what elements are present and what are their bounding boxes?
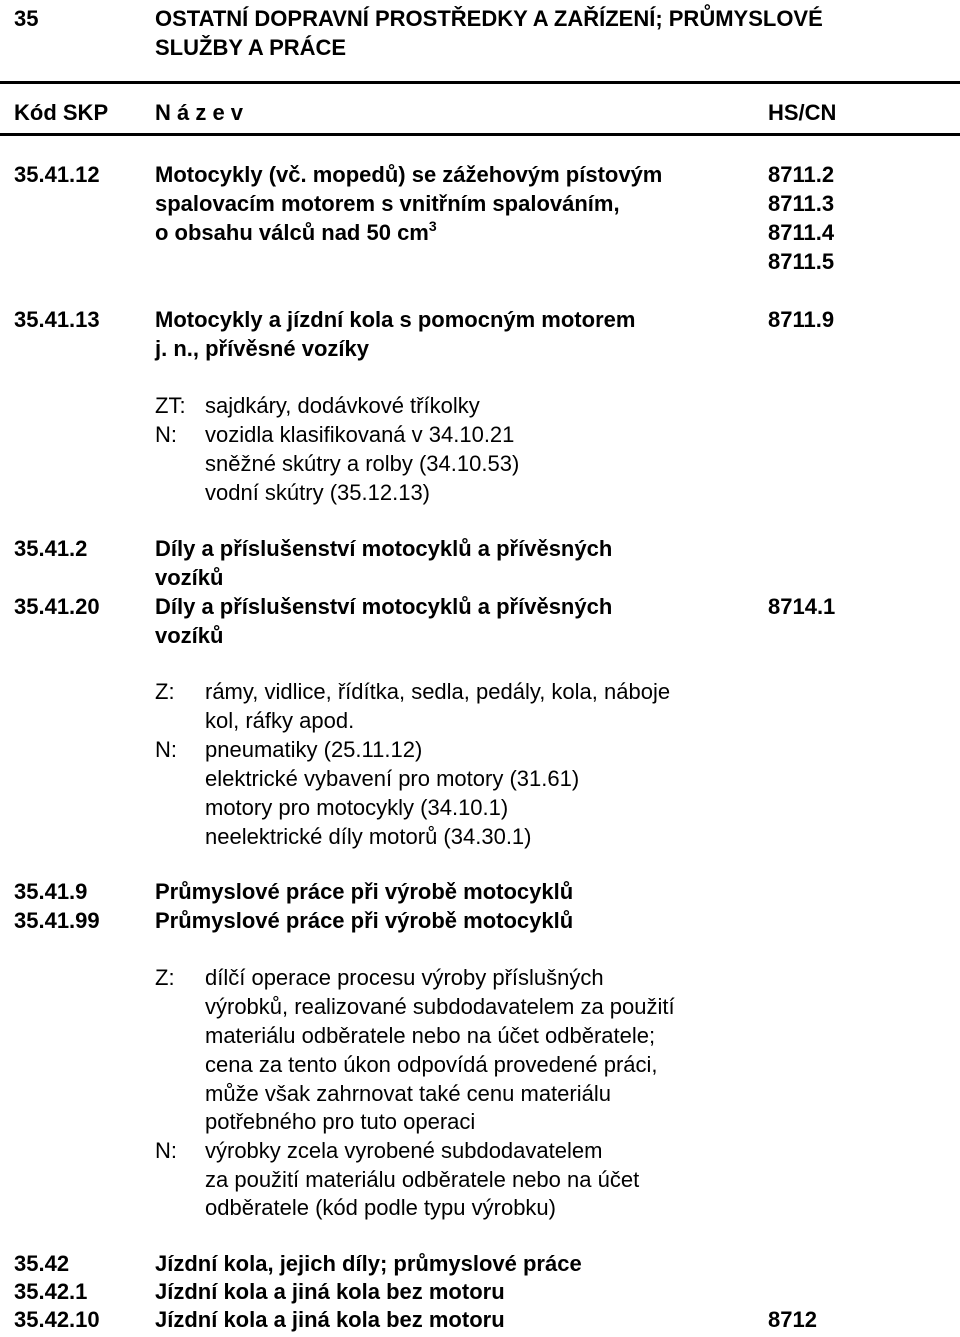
note-tag: ZT: xyxy=(155,393,186,418)
header-bottom-rule xyxy=(0,133,960,136)
note-tag: Z: xyxy=(155,679,175,704)
entry-name-line-with-superscript xyxy=(155,218,437,247)
entry-hs-codes xyxy=(768,160,834,276)
hs-code: 8711.2 xyxy=(768,162,835,187)
chapter-code: 35 xyxy=(14,6,39,31)
entry-name-line: Průmyslové práce při výrobě motocyklů xyxy=(155,908,574,933)
hs-code: 8711.3 xyxy=(768,191,835,216)
entry-name-line: j. n., přívěsné vozíky xyxy=(155,336,369,361)
note-line: elektrické vybavení pro motory (31.61) xyxy=(205,766,580,791)
hs-code: 8712 xyxy=(768,1307,817,1332)
note-line: za použití materiálu odběratele nebo na účet xyxy=(205,1167,640,1192)
note-tag: N: xyxy=(155,1138,177,1163)
entry-code: 35.42.1 xyxy=(14,1279,88,1304)
entry-code: 35.42.10 xyxy=(14,1307,100,1332)
entry-name-line: Jízdní kola a jiná kola bez motoru xyxy=(155,1279,505,1304)
entry-code: 35.41.99 xyxy=(14,908,100,933)
header-hs: HS/CN xyxy=(768,100,837,125)
entry-name-line: Motocykly a jízdní kola s pomocným motorem xyxy=(155,307,636,332)
chapter-title-line-2: SLUŽBY A PRÁCE xyxy=(155,35,347,60)
hs-code: 8711.4 xyxy=(768,220,835,245)
entry-code: 35.41.12 xyxy=(14,162,100,187)
note-line: rámy, vidlice, řídítka, sedla, pedály, kola, náboje xyxy=(205,679,671,704)
note-line: cena za tento úkon odpovídá provedené práci, xyxy=(205,1052,658,1077)
note-tag: Z: xyxy=(155,965,175,990)
hs-code: 8711.5 xyxy=(768,249,835,274)
hs-code: 8714.1 xyxy=(768,594,836,619)
entry-name-line: Motocykly (vč. mopedů) se zážehovým pístovým xyxy=(155,162,663,187)
entry-name-line: vozíků xyxy=(155,565,224,590)
note-line: vozidla klasifikovaná v 34.10.21 xyxy=(205,422,515,447)
note-line: sajdkáry, dodávkové tříkolky xyxy=(205,393,480,418)
note-line: neelektrické díly motorů (34.30.1) xyxy=(205,824,532,849)
entry-name-line: Jízdní kola a jiná kola bez motoru xyxy=(155,1307,505,1332)
entry-code: 35.41.20 xyxy=(14,594,100,619)
entry-name-text: o obsahu válců nad 50 cm xyxy=(155,220,429,245)
note-line: vodní skútry (35.12.13) xyxy=(205,480,431,505)
entry-name-line: spalovacím motorem s vnitřním spalováním, xyxy=(155,191,620,216)
entry-code: 35.41.9 xyxy=(14,879,88,904)
entry-code: 35.42 xyxy=(14,1251,70,1276)
entry-code: 35.41.13 xyxy=(14,307,100,332)
chapter-title-line-1: OSTATNÍ DOPRAVNÍ PROSTŘEDKY A ZAŘÍZENÍ; PRŮMYSLOVÉ xyxy=(155,6,823,31)
hs-code: 8711.9 xyxy=(768,307,835,332)
header-top-rule xyxy=(0,81,960,84)
note-line: odběratele (kód podle typu výrobku) xyxy=(205,1195,556,1220)
note-line: potřebného pro tuto operaci xyxy=(205,1109,476,1134)
entry-name-line: Průmyslové práce při výrobě motocyklů xyxy=(155,879,574,904)
note-line: výrobky zcela vyrobené subdodavatelem xyxy=(205,1138,603,1163)
note-line: sněžné skútry a rolby (34.10.53) xyxy=(205,451,520,476)
entry-name-line: vozíků xyxy=(155,623,224,648)
note-line: kol, ráfky apod. xyxy=(205,708,355,733)
header-name: N á z e v xyxy=(155,100,244,125)
note-tag: N: xyxy=(155,737,177,762)
entry-name-line: Jízdní kola, jejich díly; průmyslové práce xyxy=(155,1251,582,1276)
note-line: pneumatiky (25.11.12) xyxy=(205,737,423,762)
note-line: může však zahrnovat také cenu materiálu xyxy=(205,1081,611,1106)
note-line: motory pro motocykly (34.10.1) xyxy=(205,795,509,820)
note-line: výrobků, realizované subdodavatelem za použití xyxy=(205,994,675,1019)
header-code: Kód SKP xyxy=(14,100,109,125)
note-line: dílčí operace procesu výroby příslušných xyxy=(205,965,604,990)
entry-name-line: Díly a příslušenství motocyklů a přívěsných xyxy=(155,594,613,619)
note-tag: N: xyxy=(155,422,177,447)
note-line: materiálu odběratele nebo na účet odběratele; xyxy=(205,1023,656,1048)
entry-name-line: Díly a příslušenství motocyklů a přívěsných xyxy=(155,536,613,561)
superscript-3: 3 xyxy=(428,218,437,234)
entry-code: 35.41.2 xyxy=(14,536,88,561)
